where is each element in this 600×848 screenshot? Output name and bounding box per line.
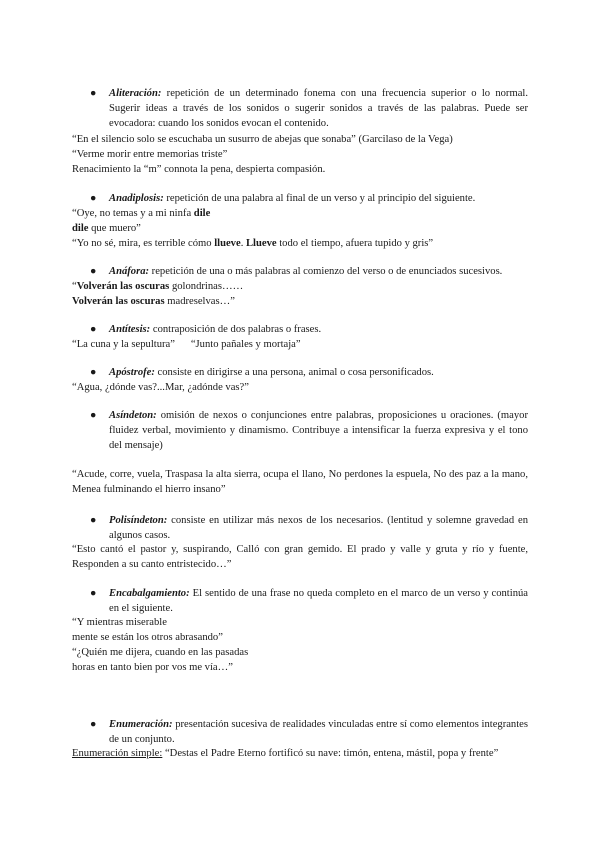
bullet-icon: ● bbox=[90, 88, 97, 99]
list-item-apostrofe bbox=[72, 365, 528, 380]
term-asindeton: Asíndeton: bbox=[109, 410, 157, 421]
example-line: “Verme morir entre memorias triste” bbox=[72, 149, 228, 160]
example-line: “En el silencio solo se escuchaba un susurro de abejas que sonaba” (Garcilaso de la Vega) bbox=[72, 134, 453, 145]
term-enumeracion: Enumeración: bbox=[109, 719, 173, 730]
list-item-antitesis bbox=[72, 322, 528, 337]
example-line: “Y mientras miserable bbox=[72, 617, 167, 628]
example-paragraph: “Esto cantó el pastor y, suspirando, Calló con gran gemido. El prado y valle y gruta y río y fuente, Responden a su canto entristecido…” bbox=[72, 544, 528, 571]
list-item-encabalgamiento bbox=[72, 586, 528, 616]
bullet-icon: ● bbox=[90, 410, 97, 421]
definition-aliteracion: repetición de un determinado fonema con una frecuencia superior o lo normal. Sugerir ideas a través de los sonidos o sugerir sonidos a través de las palabras. Puede ser evocadora: cuando los sonidos evocan el contenido. bbox=[109, 88, 528, 130]
term-polisindeton: Polisíndeton: bbox=[109, 515, 168, 526]
bullet-icon: ● bbox=[90, 367, 97, 378]
example-line: horas en tanto bien por vos me vía…” bbox=[72, 662, 233, 673]
term-anafora: Anáfora: bbox=[109, 266, 150, 277]
example-line: Enumeración simple: “Destas el Padre Eterno fortificó su nave: timón, entena, mástil, popa y frente” bbox=[72, 748, 499, 759]
example-line: “¿Quién me dijera, cuando en las pasadas bbox=[72, 647, 249, 658]
example-line: mente se están los otros abrasando” bbox=[72, 632, 223, 643]
term-apostrofe: Apóstrofe: bbox=[109, 367, 155, 378]
example-line: Renacimiento la “m” connota la pena, despierta compasión. bbox=[72, 164, 326, 175]
definition-polisindeton: consiste en utilizar más nexos de los necesarios. (lentitud y solemne gravedad en algunos casos. bbox=[109, 515, 528, 542]
bullet-icon: ● bbox=[90, 588, 97, 599]
example-line: dile que muero” bbox=[72, 223, 141, 234]
example-line: “Yo no sé, mira, es terrible cómo llueve. Llueve todo el tiempo, afuera tupido y gris” bbox=[72, 238, 434, 249]
term-encabalgamiento: Encabalgamiento: bbox=[109, 588, 190, 599]
example-line: “La cuna y la sepultura” “Junto pañales y mortaja” bbox=[72, 339, 301, 350]
list-item-aliteracion bbox=[72, 86, 528, 132]
bullet-icon: ● bbox=[90, 719, 97, 730]
definition-antitesis: contraposición de dos palabras o frases. bbox=[150, 324, 322, 335]
bullet-icon: ● bbox=[90, 193, 97, 204]
term-aliteracion: Aliteración: bbox=[109, 88, 162, 99]
definition-encabalgamiento: El sentido de una frase no queda completo en el marco de un verso y continúa en el siguiente. bbox=[109, 588, 528, 615]
example-line: “Volverán las oscuras golondrinas…… bbox=[72, 281, 244, 292]
list-item-polisindeton bbox=[72, 513, 528, 543]
definition-anafora: repetición de una o más palabras al comienzo del verso o de enunciados sucesivos. bbox=[149, 266, 503, 277]
bullet-icon: ● bbox=[90, 266, 97, 277]
bullet-icon: ● bbox=[90, 515, 97, 526]
bullet-icon: ● bbox=[90, 324, 97, 335]
definition-apostrofe: consiste en dirigirse a una persona, animal o cosa personificados. bbox=[154, 367, 434, 378]
list-item-enumeracion bbox=[72, 717, 528, 747]
definition-enumeracion: presentación sucesiva de realidades vinculadas entre sí como elementos integrantes de un conjunto. bbox=[109, 719, 528, 746]
list-item-anafora bbox=[72, 264, 528, 279]
example-line: “Agua, ¿dónde vas?...Mar, ¿adónde vas?” bbox=[72, 382, 249, 393]
term-anadiplosis: Anadiplosis: bbox=[109, 193, 164, 204]
example-label: Enumeración simple: bbox=[72, 748, 163, 759]
term-antitesis: Antítesis: bbox=[109, 324, 151, 335]
example-line: “Oye, no temas y a mi ninfa dile bbox=[72, 208, 211, 219]
example-paragraph: “Acude, corre, vuela, Traspasa la alta sierra, ocupa el llano, No perdones la espuela, No des paz a la mano, Menea fulminando el hierro insano” bbox=[72, 469, 528, 496]
list-item-anadiplosis bbox=[72, 191, 528, 206]
list-item-asindeton bbox=[72, 408, 528, 454]
example-line: Volverán las oscuras madreselvas…” bbox=[72, 296, 235, 307]
definition-anadiplosis: repetición de una palabra al final de un verso y al principio del siguiente. bbox=[163, 193, 476, 204]
definition-asindeton: omisión de nexos o conjunciones entre palabras, proposiciones u oraciones. (mayor fluidez verbal, movimiento y dinamismo. Contribuye a intensificar la fuerza expresiva y el tono del mensaje) bbox=[109, 410, 528, 452]
